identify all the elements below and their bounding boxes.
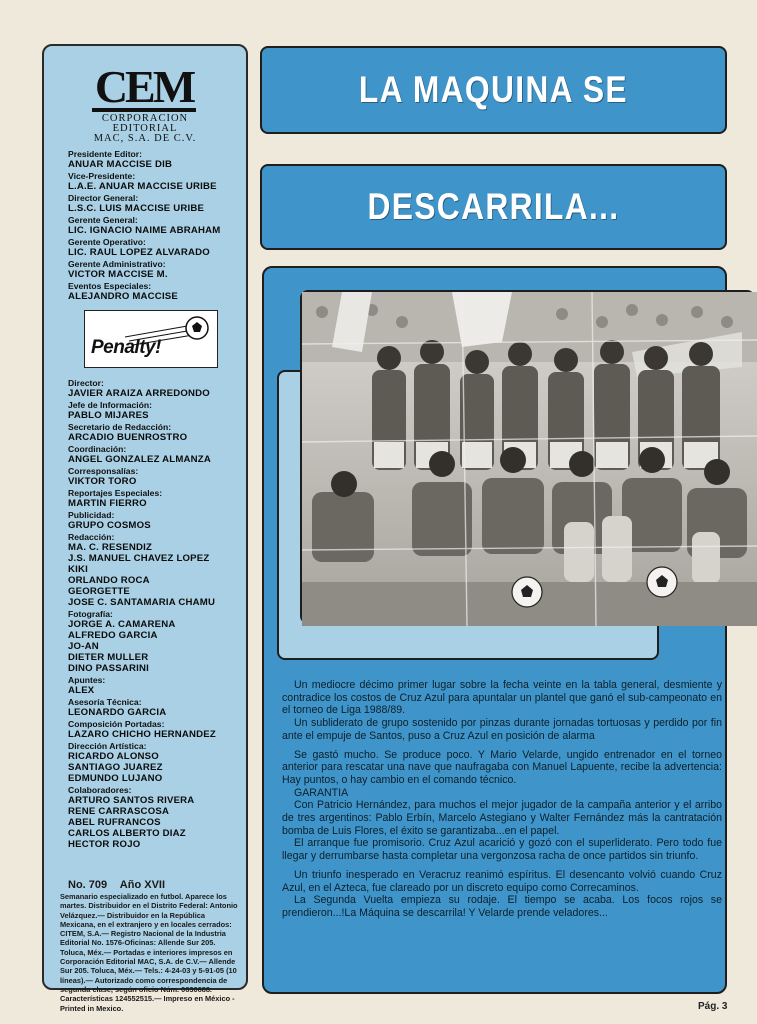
- staff-name: EDMUNDO LUJANO: [68, 773, 163, 784]
- corp-name-line3: MAC, S.A. DE C.V.: [93, 133, 197, 144]
- staff-group: [68, 260, 248, 280]
- article-paragraph: Un subliderato de grupo sostenido por pinzas durante jornadas tortuosas y perdido por fin ante el empuje de Santos, puso a Cruz Azul en posición de alarma: [282, 717, 722, 742]
- staff-name: ANGEL GONZALEZ ALMANZA: [68, 454, 211, 465]
- staff-name: JO-AN: [68, 641, 99, 652]
- staff-role: Vice-Presidente:: [68, 171, 136, 181]
- staff-name: VIKTOR TORO: [68, 476, 137, 487]
- article-body: [282, 679, 722, 920]
- article-paragraph: Con Patricio Hernández, para muchos el mejor jugador de la campaña anterior y el arribo de tres argentinos: Pablo Erbín, Marcelo Astegiano y Walter Fernández más la cantratación bomba de Luis Flores, el éxito se garantizaba...en el papel.: [282, 799, 722, 837]
- staff-name: VICTOR MACCISE M.: [68, 269, 168, 280]
- article-paragraph: Se gastó mucho. Se produce poco. Y Mario Velarde, ungido entrenador en el torneo anterior para rescatar una nave que naufragaba con Manuel Lapuente, recibe la advertencia: Hay puntos, o hay cambio en el comando técnico.: [282, 748, 722, 786]
- staff-group: [68, 238, 248, 258]
- imprint-text: Semanario especializado en futbol. Aparece los martes. Distribuidor en el Distrito Federal: Antonio Velázquez.— Distribuidor en la República Mexicana, en el extranjero y en locales cerrados: CITEM, S.A.— Registro Nacional de la Industria Editorial No. 1576-Oficinas: Allende Sur 205. Toluca, Méx.— Portadas e interiores impresos en Corporación Editorial MAC, S.A. de C.V.— Allende Sur 205. Toluca, Méx.— Tels.: 4-24-03 y 5-91-05 (10 líneas).— Autorizado como correspondencia de segunda clase, según oficio Núm. 0630688. Características 124552515.— Impreso en México - Printed in Mexico.: [60, 892, 238, 1013]
- headline-line2: DESCARRILA...: [367, 186, 620, 227]
- staff-group: [68, 282, 248, 302]
- issue-number: No. 709: [68, 879, 108, 891]
- staff-name: PABLO MIJARES: [68, 410, 149, 421]
- staff-name: LIC. RAUL LOPEZ ALVARADO: [68, 247, 210, 258]
- staff-role: Gerente General:: [68, 215, 138, 225]
- staff-name: L.A.E. ANUAR MACCISE URIBE: [68, 181, 217, 192]
- article-paragraph: GARANTIA: [294, 786, 349, 799]
- penalty-logo-text: Penalty!: [91, 337, 161, 358]
- staff-name: JORGE A. CAMARENA: [68, 619, 176, 630]
- staff-role: Presidente Editor:: [68, 149, 143, 159]
- staff-name: GEORGETTE: [68, 586, 131, 597]
- staff-name: LAZARO CHICHO HERNANDEZ: [68, 729, 216, 740]
- staff-role: Eventos Especiales:: [68, 281, 152, 291]
- staff-group: [68, 467, 248, 487]
- staff-group: [68, 511, 248, 531]
- staff-role: Director:: [68, 378, 104, 388]
- issue-year: Año XVII: [119, 879, 166, 891]
- staff-name: ALEJANDRO MACCISE: [68, 291, 179, 302]
- publisher-logo-block: [44, 52, 246, 152]
- staff-role: Jefe de Información:: [68, 400, 153, 410]
- staff-group: [68, 676, 248, 696]
- staff-name: ABEL RUFRANCOS: [68, 817, 161, 828]
- staff-group: [68, 610, 248, 674]
- staff-role: Secretario de Redacción:: [68, 422, 172, 432]
- headline-banner-1: [260, 46, 727, 134]
- staff-role: Redacción:: [68, 532, 115, 542]
- staff-role: Asesoría Técnica:: [68, 697, 142, 707]
- staff-group: [68, 445, 248, 465]
- article-paragraph: Un triunfo inesperado en Veracruz reanimó espíritus. El desencanto volvió cuando Cruz Azul, en el Azteca, fue clareado por un discreto equipo como Correcaminos.: [282, 868, 722, 894]
- cem-logo-icon: [88, 56, 200, 116]
- staff-name: MARTIN FIERRO: [68, 498, 147, 509]
- headline-banner-2: [260, 164, 727, 250]
- staff-group: [68, 379, 248, 399]
- staff-name: JOSE C. SANTAMARIA CHAMU: [68, 597, 216, 608]
- staff-name: RICARDO ALONSO: [68, 751, 159, 762]
- headline-line1: LA MAQUINA SE: [359, 69, 628, 110]
- staff-role: Gerente Operativo:: [68, 237, 146, 247]
- staff-role: Dirección Artística:: [68, 741, 147, 751]
- staff-name: J.S. MANUEL CHAVEZ LOPEZ: [68, 553, 210, 564]
- staff-name: ANUAR MACCISE DIB: [68, 159, 173, 170]
- issue-info: [68, 879, 248, 891]
- staff-name: HECTOR ROJO: [68, 839, 141, 850]
- penalty-magazine-logo: [84, 310, 218, 368]
- staff-group: [68, 786, 248, 850]
- staff-name: ORLANDO ROCA: [68, 575, 150, 586]
- staff-name: RENE CARRASCOSA: [68, 806, 170, 817]
- staff-name: LIC. IGNACIO NAIME ABRAHAM: [68, 225, 221, 236]
- corp-name-line2: EDITORIAL: [112, 123, 178, 134]
- staff-group: [68, 150, 248, 170]
- staff-name: L.S.C. LUIS MACCISE URIBE: [68, 203, 205, 214]
- masthead-column: [42, 44, 248, 1013]
- staff-name: MA. C. RESENDIZ: [68, 542, 153, 553]
- staff-role: Corresponsalías:: [68, 466, 139, 476]
- staff-role: Publicidad:: [68, 510, 115, 520]
- staff-name: SANTIAGO JUAREZ: [68, 762, 163, 773]
- corp-name-line1: CORPORACION: [101, 113, 189, 124]
- staff-role: Gerente Administrativo:: [68, 259, 166, 269]
- staff-role: Apuntes:: [68, 675, 106, 685]
- staff-role: Fotografía:: [68, 609, 113, 619]
- article-paragraph: Un mediocre décimo primer lugar sobre la fecha veinte en la tabla general, desmiente y contradice los costos de Cruz Azul para apuntalar un plantel que ganó el sub-campeonato en el torneo de Liga 1988/89.: [282, 679, 722, 717]
- article-paragraph: La Segunda Vuelta empieza su rodaje. El tiempo se acaba. Los focos rojos se prendieron...!La Máquina se descarrila! Y Velarde prende veladores...: [282, 894, 722, 919]
- staff-role: Reportajes Especiales:: [68, 488, 163, 498]
- staff-name: LEONARDO GARCIA: [68, 707, 167, 718]
- staff-name: JAVIER ARAIZA ARREDONDO: [68, 388, 210, 399]
- staff-name: ARTURO SANTOS RIVERA: [68, 795, 195, 806]
- staff-group: [68, 194, 248, 214]
- staff-name: DIETER MULLER: [68, 652, 149, 663]
- staff-group: [68, 423, 248, 443]
- team-photo-image: [302, 292, 757, 626]
- staff-role: Colaboradores:: [68, 785, 132, 795]
- staff-group: [68, 533, 248, 608]
- page-number: Pág. 3: [698, 1001, 728, 1012]
- staff-group: [68, 720, 248, 740]
- staff-name: ALEX: [68, 685, 95, 696]
- staff-group: [68, 401, 248, 421]
- staff-name: ARCADIO BUENROSTRO: [68, 432, 188, 443]
- staff-role: Director General:: [68, 193, 139, 203]
- team-photo: [300, 290, 755, 624]
- staff-name: CARLOS ALBERTO DIAZ: [68, 828, 186, 839]
- article-paragraph: El arranque fue promisorio. Cruz Azul acarició y gozó con el superliderato. Pero todo fue llegar y derrumbarse hasta completar una vergonzosa racha de once partidos sin triunfo.: [282, 837, 722, 863]
- staff-name: ALFREDO GARCIA: [68, 630, 158, 641]
- staff-group: [68, 172, 248, 192]
- staff-group: [68, 216, 248, 236]
- staff-name: GRUPO COSMOS: [68, 520, 151, 531]
- cem-logo-text: CEM: [94, 61, 194, 112]
- staff-group: [68, 489, 248, 509]
- staff-name: KIKI: [68, 564, 88, 575]
- staff-name: DINO PASSARINI: [68, 663, 149, 674]
- staff-role: Composición Portadas:: [68, 719, 165, 729]
- staff-group: [68, 742, 248, 784]
- staff-role: Coordinación:: [68, 444, 127, 454]
- staff-group: [68, 698, 248, 718]
